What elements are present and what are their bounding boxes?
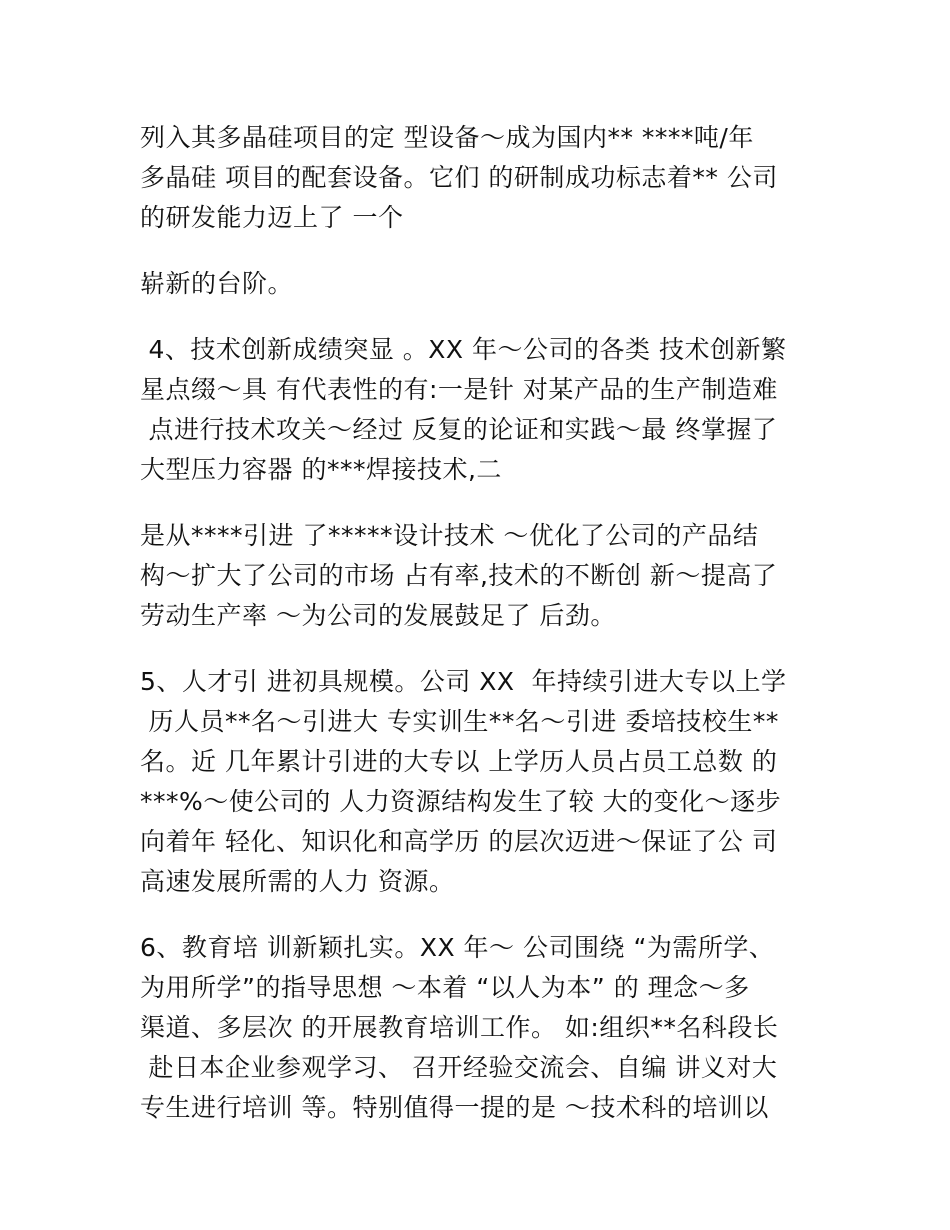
- text-line: 5、人才引 进初具规模。公司 XX 年持续引进大专以上学: [140, 667, 787, 696]
- document-page: [140, 118, 820, 1154]
- paragraph-2: [140, 264, 820, 304]
- text-line: 历人员**名～引进大 专实训生**名～引进 委培技校生**: [140, 707, 779, 736]
- text-line: 星点缀～具 有代表性的有:一是针 对某产品的生产制造难: [140, 375, 778, 404]
- text-line: 6、教育培 训新颖扎实。XX 年～ 公司围绕 “为需所学、: [140, 933, 775, 962]
- text-line: 4、技术创新成绩突显 。XX 年～公司的各类 技术创新繁: [140, 335, 787, 364]
- text-line: 向着年 轻化、知识化和高学历 的层次迈进～保证了公 司: [140, 827, 778, 856]
- text-line: 渠道、多层次 的开展教育培训工作。 如:组织**名科段长: [140, 1013, 779, 1042]
- text-line: 崭新的台阶。: [140, 269, 294, 298]
- text-line: 是从****引进 了*****设计技术 ～优化了公司的产品结: [140, 521, 759, 550]
- text-line: 的研发能力迈上了 一个: [140, 203, 404, 232]
- paragraph-4: [140, 516, 820, 636]
- text-line: 点进行技术攻关～经过 反复的论证和实践～最 终掌握了: [140, 415, 778, 444]
- text-line: 多晶硅 项目的配套设备。它们 的研制成功标志着** 公司: [140, 163, 778, 192]
- text-line: 构～扩大了公司的市场 占有率,技术的不断创 新～提高了: [140, 561, 778, 590]
- paragraph-5: [140, 662, 820, 902]
- text-line: 专生进行培训 等。特别值得一提的是 ～技术科的培训以: [140, 1093, 769, 1122]
- text-line: 名。近 几年累计引进的大专以 上学历人员占员工总数 的: [140, 747, 778, 776]
- text-line: 劳动生产率 ～为公司的发展鼓足了 后劲。: [140, 601, 616, 630]
- text-line: 大型压力容器 的***焊接技术,二: [140, 455, 502, 484]
- text-line: 为用所学”的指导思想 ～本着 “以人为本” 的 理念～多: [140, 973, 750, 1002]
- text-line: 高速发展所需的人力 资源。: [140, 867, 455, 896]
- paragraph-6: [140, 928, 820, 1128]
- text-line: 赴日本企业参观学习、 召开经验交流会、自编 讲义对大: [140, 1053, 778, 1082]
- paragraph-3: [140, 330, 820, 490]
- text-line: 列入其多晶硅项目的定 型设备～成为国内** ****吨/年: [140, 123, 754, 152]
- text-line: ***%～使公司的 人力资源结构发生了较 大的变化～逐步: [140, 787, 782, 816]
- paragraph-1: [140, 118, 820, 238]
